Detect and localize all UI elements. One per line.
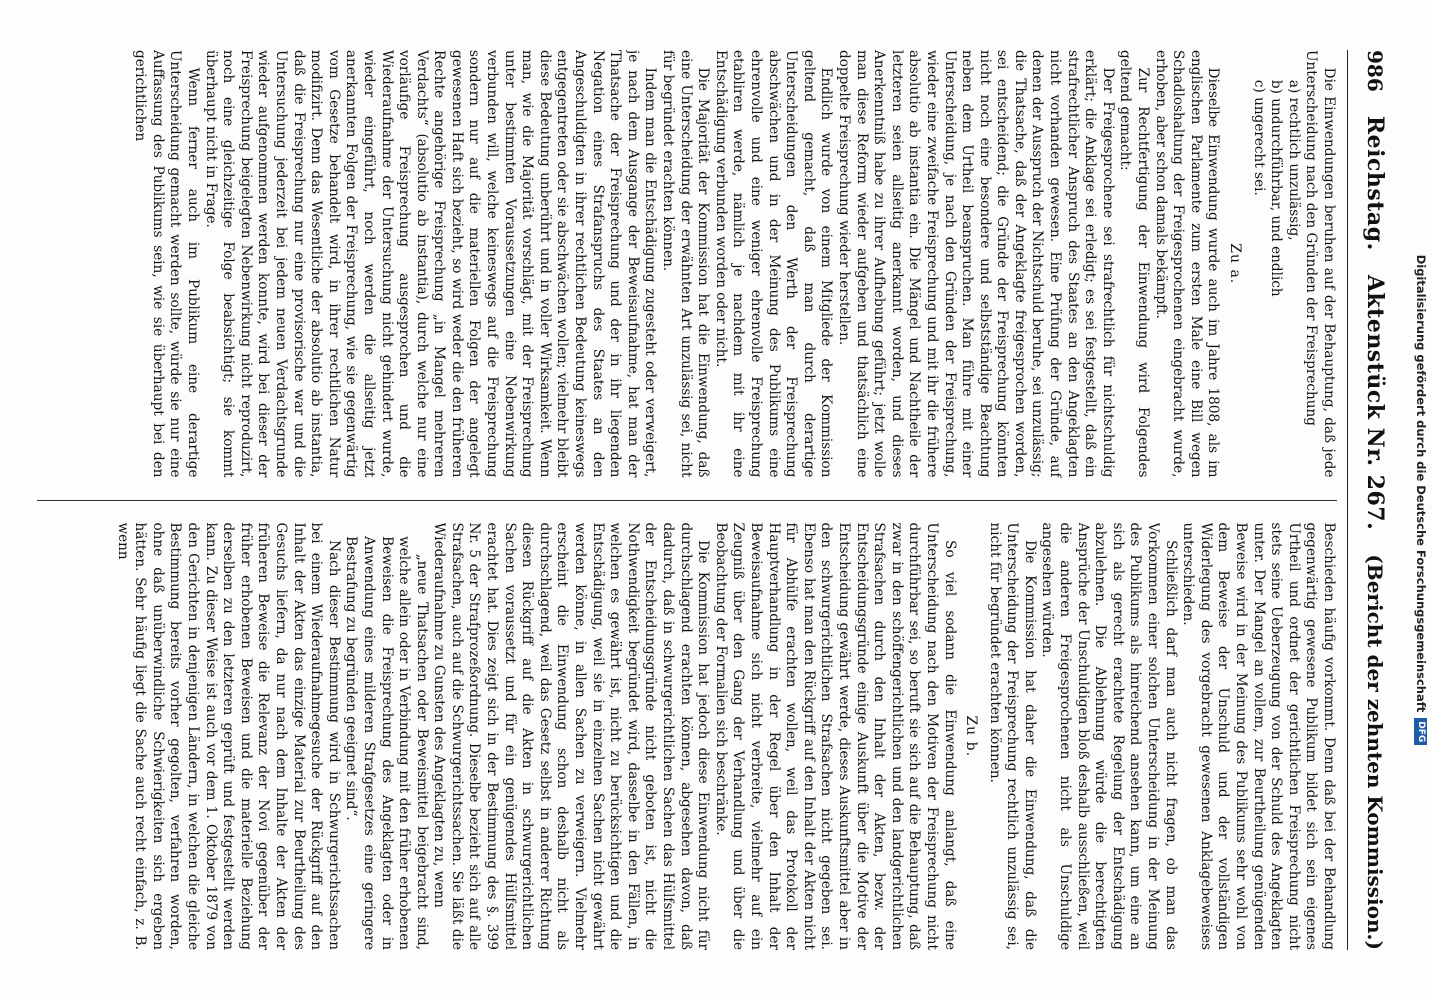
header-right-title: (Bericht der zehnten Kommission.) [1363, 554, 1387, 950]
paragraph: Dieselbe Einwendung wurde auch im Jahre 1808, als im englischen Parlamente zum ersten Male eine Bill wegen Schadloshaltung der Freigesprochenen eingebracht wurde, erhoben, aber schon damals bekämpft. [1152, 50, 1222, 478]
paragraph: Der Freigesprochene sei strafrechtlich für nichtschuldig erklärt; die Anklage sei erledigt; es sei festgestellt, daß ein strafrechtlicher Anspruch des Staates an den Angeklagten nicht vorhanden gewesen. Eine Prüfung der Gründe, auf denen der Ausspruch der Nichtschuld beruhe, sei unzulässig; die Thatsache, daß der Angeklagte freigesprochen worden, sei entscheidend; die Gründe der Freisprechung könnten nicht noch eine besondere und selbstständige Beachtung neben dem Urtheil beanspruchen. Man führe mit einer Unterscheidung, je nach den Gründen der Freisprechung, wieder eine zweifache Freisprechung und mit ihr die frühere absolutio ab instantia ein. Die Mängel und Nachtheile der letzteren seien allseitig anerkannt worden, und dieses Anerkenntniß habe zu ihrer Aufhebung geführt; jetzt wolle man diese Reform wieder aufgeben und thatsächlich eine doppelte Freisprechung wieder herstellen. [835, 50, 1116, 478]
header-document-number: Aktenstück Nr. 267. [1362, 274, 1388, 531]
page-number: 986 [1363, 50, 1387, 92]
paragraph: Die Kommission hat daher die Einwendung, daß die Unterscheidung der Freisprechung rechtlich unzulässig sei, nicht für begründet erachten können. [986, 522, 1038, 950]
paragraph: Wenn ferner auch im Publikum eine derartige Unterscheidung gemacht werden sollte, würde sie nur eine Auffassung des Publikums sein, wie sie überhaupt bei den gerichtlichen [132, 50, 201, 478]
column-divider [37, 500, 1337, 501]
text-columns [37, 50, 1337, 950]
paragraph: Schließlich darf man auch nicht fragen, ob man das Vorkommen einer solchen Unterscheidung in der Meinung des Publikums als hinreichend ansehen kann, um eine an sich als gerecht erachtete Regelung der Entschädigung abzulehnen. Die Ablehnung würde die berechtigten Ansprüche der Unschuldigen bloß deshalb ausschließen, weil die anderen Freigesprochenen nicht als Unschuldige angesehen würden. [1039, 522, 1179, 950]
section-heading: Zu b. [963, 715, 980, 758]
paragraph: Indem man die Entschädigung zugesteht oder verweigert, je nach dem Ausgange der Beweisaufnahme, hat man der Thatsache der Freisprechung und der in ihr liegenden Negation eines Strafanspruchs des Staates an den Angeschuldigten in ihrer rechtlichen Bedeutung keineswegs entgegentreten oder sie abschwächen wollen; vielmehr bleibt diese Bedeutung unberührt und in voller Wirksamkeit. Wenn man, wie die Majorität vorschlägt, mit der Freisprechung unter bestimmten Voraussetzungen eine Nebenwirkung verbunden will, welche keineswegs auf die Freisprechung sondern nur auf die materiellen Folgen der angelegt gewesenen Haft sich bezieht, so wird weder die den früheren Rechte angehörige Freisprechung „in Mangel mehreren Verdachts“ (absolutio ab instantia), durch welche nur eine vorläufige Freisprechung ausgesprochen und die Wiederaufnahme der Untersuchung nicht gehindert wurde, wieder eingeführt, noch werden die allseitig jetzt anerkannten Folgen der Freisprechung, wie sie gegenwärtig vom Gesetze behandelt wird, in ihrer rechtlichen Natur modifizirt. Denn das Wesentliche der absolutio ab instantia, daß die Freisprechung nur eine provisorische war und die Untersuchung jederzeit bei jedem neuen Verdachtsgrunde wieder aufgenommen werden konnte, wird bei dieser der Freisprechung beigelegten Nebenwirkung nicht reproduzirt, noch eine gleichzeitige Folge beabsichtigt; sie kommt überhaupt nicht in Frage. [202, 50, 659, 478]
left-column [37, 50, 1337, 478]
paragraph: Zur Rechtfertigung der Einwendung wird Folgendes geltend gemacht: [1117, 50, 1152, 478]
header-left-title: Reichstag. [1362, 115, 1388, 251]
objection-list [1249, 80, 1302, 478]
paragraph: Endlich wurde von einem Mitgliede der Kommission geltend gemacht, daß man durch derartige Unterscheidungen den Werth der Freisprechung abschwächen und in der Meinung des Publikums eine ehrenvolle und eine weniger ehrenvolle Freisprechung etabliren werde, nämlich je nachdem mit ihr eine Entschädigung verbunden worden oder nicht. [712, 50, 835, 478]
credit-text: Digitalisierung gefördert durch die Deutsche Forschungsgemeinschaft [1414, 254, 1428, 713]
paragraph: Die Majorität der Kommission hat die Einwendung, daß eine Unterscheidung der erwähnten Art unzulässig sei, nicht für begründet erachten können. [660, 50, 712, 478]
digitization-credit [1413, 30, 1429, 970]
paragraph: Nach dieser Bestimmung wird in Schwurgerichtssachen bei einem Wiederaufnahmegesuche der Rückgriff auf den Inhalt der Akten das einzige Material zur Beurtheilung des Gesuchs liefern, da nur nach dem Inhalte der Akten der früheren Beweise die Relevanz der Novi gegenüber der früher erhobenen Beweisen und die materielle Beziehung derselben zu den letzteren geprüft und festgestellt werden kann. Zu dieser Weise ist auch vor dem 1. Oktober 1879 von den Gerichten in denjenigen Ländern, in welchen die gleiche Bestimmung bereits vorher gegolten, verfahren worden, ohne daß unüberwindliche Schwierigkeiten sich ergeben hätten. Sehr häufig liegt die Sache auch recht einfach, z. B. wenn [114, 522, 342, 950]
quoted-statute: „neue Thatsachen oder Beweismittel beigebracht sind, welche allein oder in Verbindung mit den früher erhobenen Beweisen die Freisprechung des Angeklagten oder in Anwendung eines milderen Strafgesetzes eine geringere Bestrafung zu begründen geeignet sind“. [343, 536, 430, 950]
list-item: b) undurchführbar, und endlich [1268, 79, 1285, 297]
digitization-credit-bar [1410, 0, 1432, 1000]
section-heading: Zu a. [1227, 243, 1244, 285]
rotated-document-page [26, 20, 1406, 980]
list-item: a) rechtlich unzulässig, [1285, 79, 1302, 241]
page-header [1347, 50, 1388, 950]
right-column [37, 523, 1337, 951]
list-item: c) ungerecht sei. [1250, 79, 1267, 196]
paragraph: Die Einwendungen beruhen auf der Behauptung, daß jede Unterscheidung nach den Gründen der Freisprechung [1303, 50, 1337, 478]
paragraph: Beschieden häufig vorkommt. Denn daß bei der Behandlung gegenwärtig gewesene Publikum bildet sich sein eigenes Urtheil und ordnet der gerichtlichen Freisprechung nicht stets seine Ueberzeugung von der Schuld des Angeklagten unter. Der Mangel an vollem, zur Beurtheilung genügenden Beweise wird in der Meinung des Publikums sehr wohl von dem Beweise der Unschuld und der vollständigen Widerlegung des vorgebracht gewesenen Anklagebeweises unterschieden. [1180, 522, 1337, 950]
paragraph: Die Kommission hat jedoch diese Einwendung nicht für durchschlagend erachten können, abgesehen davon, daß dadurch, daß in schwurgerichtlichen Sachen das Hülfsmittel der Entscheidungsgründe nicht geboten ist, nicht die Nothwendigkeit begründet wird, dasselbe in den Fällen, in welchen es gewährt ist, nicht zu berücksichtigen und die Entschädigung, weil sie in einzelnen Sachen nicht gewährt werden könne, in allen Sachen zu verweigern. Vielmehr erscheint die Einwendung schon deshalb nicht als durchschlagend, weil das Gesetz selbst in anderer Richtung diesen Rückgriff auf die Akten in schwurgerichtlichen Sachen voraussetzt und für ein genügendes Hülfsmittel erachtet hat. Dies zeigt sich in der Bestimmung des §. 399 Nr. 5 der Strafprozeßordnung. Dieselbe bezieht sich auf alle Strafsachen, auch auf die Schwurgerichtssachen. Sie läßt die Wiederaufnahme zu Gunsten des Angeklagten zu, wenn [431, 522, 712, 950]
dfg-logo: DFG [1414, 718, 1427, 745]
paragraph: So viel sodann die Einwendung anlangt, daß eine Unterscheidung nach den Motiven der Freisprechung nicht durchführbar sei, so beruft sie sich auf die Behauptung, daß zwar in den schöffengerichtlichen und den landgerichtlichen Strafsachen durch den Inhalt der Akten, bezw. der Entscheidungsgründe einige Auskunft über die Motive der Entscheidung gewährt werde, dieses Auskunftsmittel aber in den schwurgerichtlichen Strafsachen nicht gegeben sei. Ebenso hat man den Rückgriff auf den Inhalt der Akten nicht für Abhülfe erachten wollen, weil das Protokoll der Hauptverhandlung in der Regel über den Inhalt der Beweisaufnahme sich nicht verbreite, vielmehr auf ein Zeugniß über den Gang der Verhandlung und über die Beobachtung der Formalien sich beschränke. [712, 522, 958, 950]
